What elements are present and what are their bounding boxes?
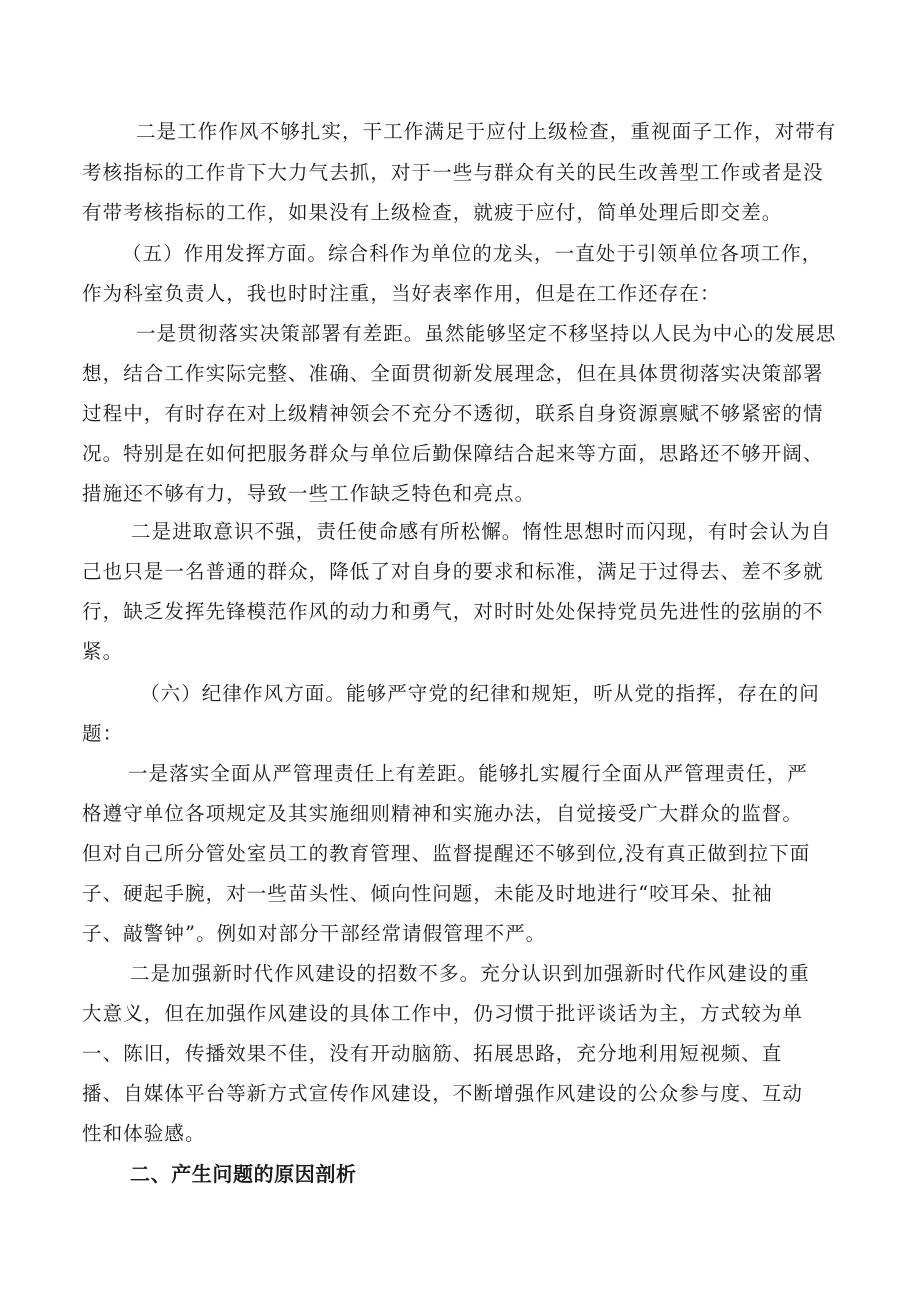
text-line: 二是加强新时代作风建设的招数不多。充分认识到加强新时代作风建设的重 <box>130 962 810 985</box>
text-line: 想，结合工作实际完整、准确、全面贯彻新发展理念，但在具体贯彻落实决策部署 <box>82 362 824 385</box>
text-line: 二是进取意识不强，责任使命感有所松懈。惰性思想时而闪现，有时会认为自 <box>131 520 832 543</box>
text-line: 况。特别是在如何把服务群众与单位后勤保障结合起来等方面，思路还不够开阔、 <box>82 442 824 465</box>
text-line: 子、敲警钟”。例如对部分干部经常请假管理不严。 <box>82 922 547 945</box>
text-line: 过程中，有时存在对上级精神领会不充分不透彻，联系自身资源禀赋不够紧密的情 <box>82 402 824 425</box>
text-line: 己也只是一名普通的群众，降低了对自身的要求和标准，满足于过得去、差不多就 <box>82 560 824 583</box>
text-line: 子、硬起手腕，对一些苗头性、倾向性问题，未能及时地进行“咬耳朵、扯袖 <box>82 882 773 905</box>
text-line: 一、陈旧，传播效果不佳，没有开动脑筋、拓展思路，充分地利用短视频、直 <box>82 1042 783 1065</box>
section-heading: 二、产生问题的原因剖析 <box>130 1162 357 1186</box>
text-line: （六）纪律作风方面。能够严守党的纪律和规矩，听从党的指挥，存在的问 <box>140 682 820 705</box>
text-line: 措施还不够有力，导致一些工作缺乏特色和亮点。 <box>82 482 536 505</box>
text-line: 播、自媒体平台等新方式宣传作风建设，不断增强作风建设的公众参与度、互动 <box>82 1082 804 1105</box>
text-line: 考核指标的工作肯下大力气去抓，对于一些与群众有关的民生改善型工作或者是没 <box>82 161 824 184</box>
text-line: 但对自己所分管处室员工的教育管理、监督提醒还不够到位,没有真正做到拉下面 <box>82 842 811 865</box>
text-line: 紧。 <box>82 640 124 663</box>
text-line: 作为科室负责人，我也时时注重，当好表率作用，但是在工作还存在： <box>82 282 721 305</box>
text-line: 大意义，但在加强作风建设的具体工作中，仍习惯于批评谈话为主，方式较为单 <box>82 1002 804 1025</box>
text-line: 性和体验感。 <box>82 1122 206 1145</box>
text-line: 一是落实全面从严管理责任上有差距。能够扎实履行全面从严管理责任，严 <box>128 762 808 785</box>
text-line: 格遵守单位各项规定及其实施细则精神和实施办法，自觉接受广大群众的监督。 <box>82 802 804 825</box>
text-line: 题： <box>82 722 124 745</box>
text-line: 二是工作作风不够扎实，干工作满足于应付上级检查，重视面子工作，对带有 <box>136 120 837 143</box>
text-line: （五）作用发挥方面。综合科作为单位的龙头，一直处于引领单位各项工作， <box>122 242 823 265</box>
text-line: 行，缺乏发挥先锋模范作风的动力和勇气，对时时处处保持党员先进性的弦崩的不 <box>82 600 824 623</box>
text-line: 有带考核指标的工作，如果没有上级检查，就疲于应付，简单处理后即交差。 <box>82 201 783 224</box>
text-line: 一是贯彻落实决策部署有差距。虽然能够坚定不移坚持以人民为中心的发展思 <box>136 322 837 345</box>
